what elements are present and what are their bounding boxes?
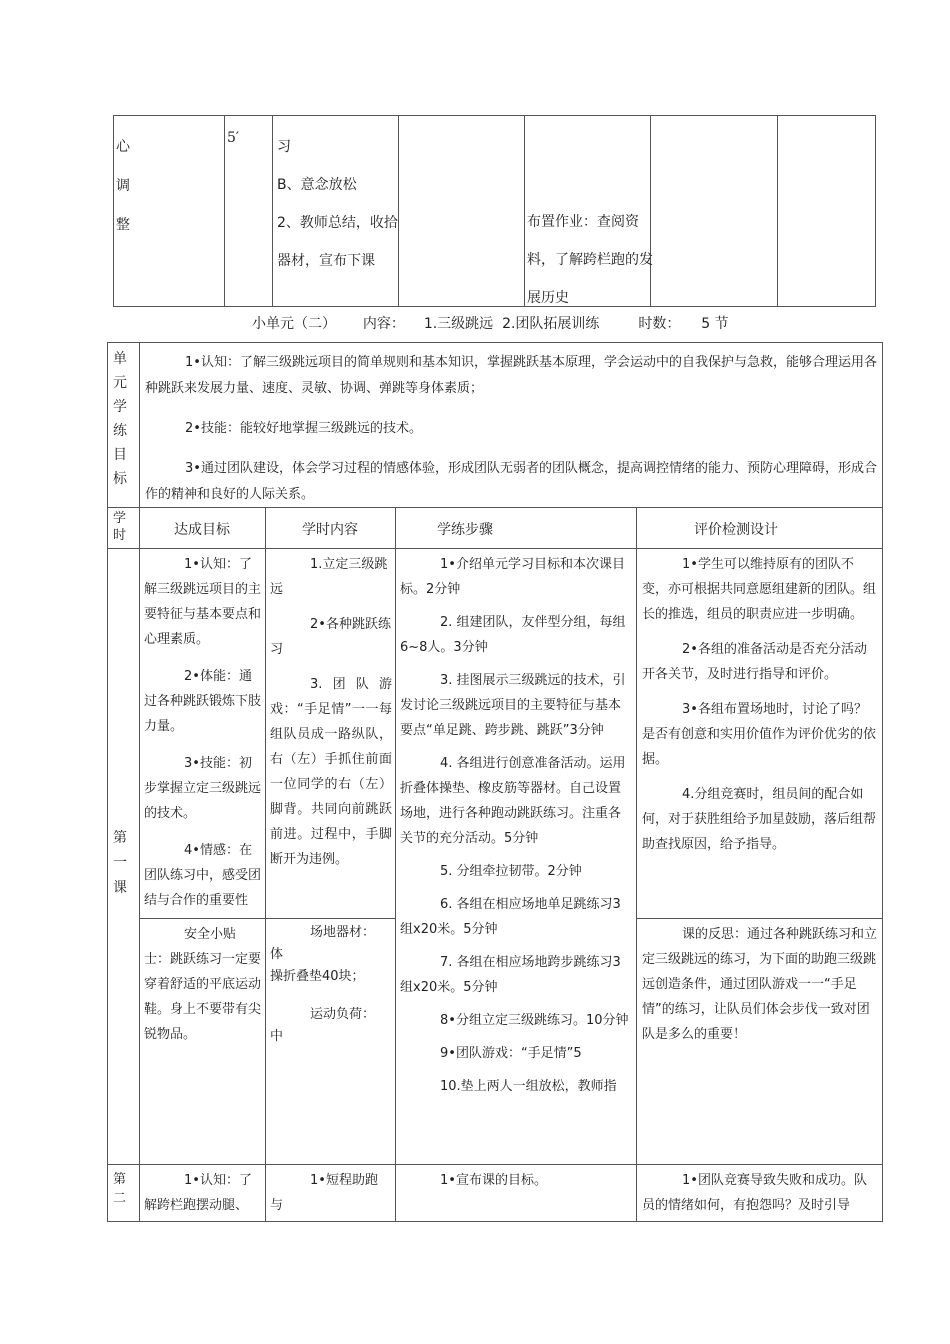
header-evaluation: 评价检测设计 <box>694 522 778 538</box>
content-item: 3.团队游戏：“手足情”一一每组队员成一路纵队，右（左）手抓住前面一位同学的右（左）脚背。共同向前跳跃前进。过程中，手脚断开为违例。 <box>270 677 392 867</box>
stage-time: 5′ <box>227 130 240 146</box>
venue-line: 体 <box>270 947 284 962</box>
lesson2-evaluation: 1•团队竞赛导致失败和成功。队员的情绪如何，有抱怨吗？及时引导 <box>642 1173 867 1213</box>
goals-label-char: 元 <box>113 375 127 391</box>
step-item: 7. 各组在相应场地跨步跳练习3组x20米。5分钟 <box>400 955 621 995</box>
evaluation-item: 4.分组竞赛时，组员间的配合如何，对于获胜组给予加星鼓励，落后组帮助查找原因，给予指导。 <box>642 787 877 852</box>
lesson1-label-char: 第 <box>113 830 127 846</box>
header-content: 学时内容 <box>302 522 358 538</box>
stage-char: 调 <box>116 178 130 194</box>
lesson2-step: 1•宣布课的目标。 <box>440 1173 547 1188</box>
unit-goals <box>145 350 877 508</box>
row-divider <box>139 918 265 919</box>
goals-label-char: 学 <box>113 399 127 415</box>
unit-content: 1.三级跳远 2.团队拓展训练 <box>423 316 600 332</box>
homework-line: 料，了解跨栏跑的发 <box>527 252 653 268</box>
header-hours <box>113 510 135 544</box>
content-line: 器材，宣布下课 <box>277 253 375 269</box>
load-value: 中 <box>270 1029 284 1044</box>
step-item: 4. 各组进行创意准备活动。运用折叠体操垫、橡皮筋等器材。自己设置场地，进行各种跑动跳跃练习。注重各关节的充分活动。5分钟 <box>400 756 626 846</box>
goals-label-char: 单 <box>113 351 127 367</box>
unit-hours: 5 节 <box>701 316 729 332</box>
row-divider <box>107 1164 883 1165</box>
venue-load <box>270 922 392 1160</box>
header-objectives: 达成目标 <box>174 522 230 538</box>
objective-item: 3•技能：初步掌握立定三级跳远的技术。 <box>144 756 261 821</box>
lesson2-content-line: 1•短程助跑 <box>310 1173 378 1188</box>
stage-content <box>277 128 397 280</box>
unit-label: 小单元（二） <box>252 316 336 332</box>
stage-label <box>116 128 136 245</box>
stage-char: 整 <box>116 217 130 233</box>
lesson1-label-char: 课 <box>113 880 127 896</box>
unit-content-label: 内容： <box>362 316 405 332</box>
step-item: 3. 挂图展示三级跳远的技术，引发讨论三级跳远项目的主要特征与基本要点“单足跳、跨步跳、跳跃”3分钟 <box>400 673 626 738</box>
objective-item: 2•体能：通过各种跳跃锻炼下肢力量。 <box>144 669 261 734</box>
row-divider <box>265 918 395 919</box>
unit-goals-label <box>113 347 133 491</box>
load-label: 运动负荷： <box>310 1007 376 1022</box>
header-hours-char: 学 <box>113 511 127 526</box>
goals-label-char: 目 <box>113 447 127 463</box>
step-item: 10.垫上两人一组放松，教师指 <box>440 1079 617 1094</box>
objective-item: 4•情感：在团队练习中，感受团结与合作的重要性 <box>144 843 261 908</box>
content-line: 2、教师总结，收拾 <box>277 215 398 231</box>
unit-goal-1: 1•认知：了解三级跳远项目的简单规则和基本知识，掌握跳跃基本原理，学会运动中的自我保护与急救，能够合理运用各种跳跃来发展力量、速度、灵敏、协调、弹跳等身体素质； <box>145 355 877 396</box>
step-item: 9•团队游戏：“手足情”5 <box>440 1046 582 1061</box>
step-item: 1•介绍单元学习目标和本次课目标。2分钟 <box>400 557 625 597</box>
top-table-divider <box>272 115 273 307</box>
goals-label-char: 标 <box>113 471 127 487</box>
venue-line: 操折叠垫40块； <box>270 969 365 984</box>
row-divider <box>636 918 883 919</box>
lesson1-label <box>113 826 133 901</box>
top-table-divider <box>777 115 778 307</box>
unit-hours-label: 时数： <box>638 316 681 332</box>
col-divider <box>139 342 140 1222</box>
evaluation-item: 1•学生可以维持原有的团队不变，亦可根据共同意愿组建新的团队。组长的推选，组员的职责应进一步明确。 <box>642 557 877 622</box>
col-divider <box>265 507 266 1222</box>
content-item: 1.立定三级跳远 <box>270 557 388 597</box>
lesson1-evaluation <box>642 552 878 916</box>
content-line: B、意念放松 <box>277 177 357 193</box>
col-divider <box>395 507 396 1222</box>
homework <box>527 203 652 317</box>
evaluation-item: 2•各组的准备活动是否充分活动开各关节，及时进行指导和评价。 <box>642 642 867 682</box>
top-table-divider <box>524 115 525 307</box>
content-item: 2•各种跳跃练习 <box>270 617 391 657</box>
header-hours-char: 时 <box>113 528 127 543</box>
objective-item: 1•认知：了解三级跳远项目的主要特征与基本要点和心理素质。 <box>144 557 261 647</box>
lesson2-content <box>270 1168 392 1220</box>
row-divider <box>107 548 883 549</box>
safety-tip: 安全小贴士：跳跃练习一定要穿着舒适的平底运动鞋。身上不要带有尖锐物品。 <box>144 927 261 1042</box>
content-line: 习 <box>277 139 291 155</box>
step-item: 6. 各组在相应场地单足跳练习3组x20米。5分钟 <box>400 897 621 937</box>
lesson1-steps <box>400 552 632 1162</box>
step-item: 5. 分组牵拉韧带。2分钟 <box>440 864 582 879</box>
lesson1-content <box>270 552 392 916</box>
header-steps: 学练步骤 <box>437 522 493 538</box>
lesson2-label-char: 二 <box>113 1191 127 1206</box>
unit-goal-2: 2•技能：能较好地掌握三级跳远的技术。 <box>185 421 422 436</box>
reflection: 课的反思：通过各种跳跃练习和立定三级跳远的练习，为下面的助跑三级跳远创造条件，通过团队游戏一一“手足情”的练习，让队员们体会步伐一致对团队是多么的重要！ <box>642 927 878 1042</box>
lesson2-content-line: 与 <box>270 1198 284 1213</box>
step-item: 2. 组建团队，友伴型分组，每组6~8人。3分钟 <box>400 615 626 655</box>
top-table-divider <box>224 115 225 307</box>
stage-char: 心 <box>116 139 130 155</box>
col-divider <box>636 507 637 1222</box>
venue-label: 场地器材： <box>310 925 376 940</box>
lesson2-label <box>113 1170 135 1208</box>
lesson2-label-char: 第 <box>113 1172 127 1187</box>
homework-line: 布置作业：查阅资 <box>527 214 639 230</box>
evaluation-item: 3•各组布置场地时，讨论了吗？是否有创意和实用价值作为评价优劣的依据。 <box>642 702 877 767</box>
goals-label-char: 练 <box>113 423 127 439</box>
step-item: 8•分组立定三级跳练习。10分钟 <box>440 1013 629 1028</box>
lesson2-objective: 1•认知：了解跨栏跑摆动腿、 <box>144 1173 252 1213</box>
lesson1-label-char: 一 <box>113 855 127 871</box>
top-table-divider <box>398 115 399 307</box>
unit-goal-3: 3•通过团队建设，体会学习过程的情感体验，形成团队无弱者的团队概念，提高调控情绪的能力、预防心理障碍，形成合作的精神和良好的人际关系。 <box>145 461 877 502</box>
lesson1-objectives <box>144 552 261 916</box>
unit-heading <box>252 313 729 333</box>
homework-line: 展历史 <box>527 290 569 306</box>
